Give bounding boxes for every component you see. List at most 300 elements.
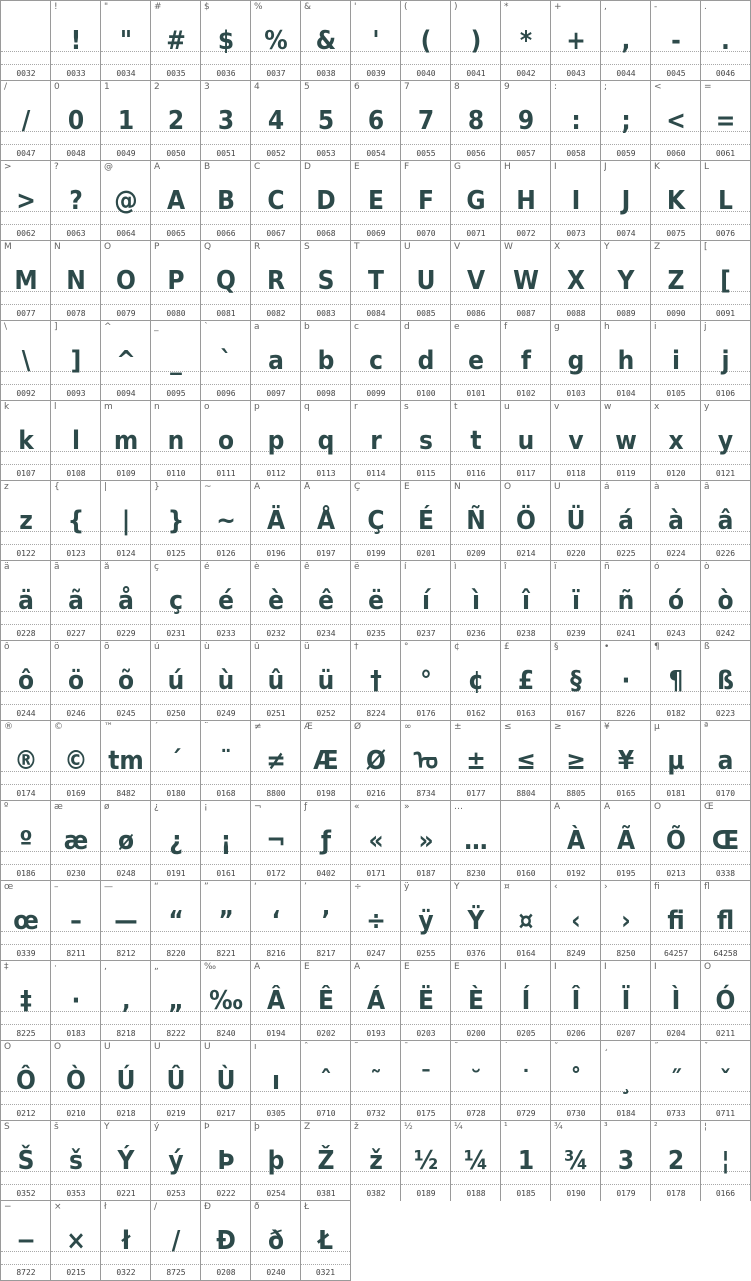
descender-guide	[351, 144, 401, 145]
descender-guide	[151, 64, 201, 65]
glyph-sample: ‹	[571, 906, 581, 936]
descender-guide	[251, 224, 301, 225]
glyph-cell	[650, 0, 701, 81]
glyph-cell	[300, 480, 351, 561]
descender-guide	[351, 464, 401, 465]
glyph-cell	[550, 560, 601, 641]
glyph-header-label: h	[604, 322, 610, 332]
glyph-sample: x	[668, 426, 684, 456]
descender-guide	[251, 144, 301, 145]
glyph-sample: ’	[321, 906, 331, 936]
glyph-code: 0106	[715, 389, 736, 398]
descender-guide	[701, 624, 750, 625]
glyph-cell	[150, 1200, 201, 1281]
glyph-header-label: Q	[204, 242, 212, 252]
glyph-header-label: º	[4, 802, 9, 812]
glyph-sample: î	[521, 586, 530, 616]
glyph-header-label: þ	[254, 1122, 260, 1132]
descender-guide	[201, 624, 251, 625]
glyph-header-label: „	[154, 962, 159, 972]
glyph-cell	[450, 400, 501, 481]
descender-guide	[151, 1104, 201, 1105]
descender-guide	[251, 864, 301, 865]
descender-guide	[601, 704, 651, 705]
descender-guide	[651, 464, 701, 465]
glyph-sample: í	[421, 586, 430, 616]
glyph-cell	[200, 320, 251, 401]
glyph-header-label: ^	[104, 322, 112, 332]
glyph-sample: h	[617, 346, 635, 376]
glyph-sample: ›	[621, 906, 631, 936]
glyph-cell	[0, 960, 51, 1041]
glyph-sample: Í	[521, 986, 531, 1016]
glyph-code: 8805	[566, 789, 586, 798]
glyph-header-label: Û	[154, 1042, 161, 1052]
glyph-cell	[550, 960, 601, 1041]
glyph-code: 8212	[116, 949, 136, 958]
glyph-header-label: 9	[504, 82, 510, 92]
glyph-code: 0201	[416, 549, 436, 558]
glyph-sample: ı	[271, 1066, 280, 1096]
glyph-sample: 0	[67, 106, 85, 136]
glyph-sample: ¯	[420, 1066, 432, 1096]
glyph-cell	[500, 560, 551, 641]
glyph-header-label: V	[454, 242, 461, 252]
glyph-header-label: .	[704, 2, 707, 12]
descender-guide	[101, 1104, 151, 1105]
glyph-header-label: Y	[604, 242, 610, 252]
glyph-cell	[650, 880, 701, 961]
glyph-code: 0048	[66, 149, 86, 158]
glyph-header-label: ñ	[604, 562, 610, 572]
glyph-sample: ÷	[366, 906, 386, 936]
glyph-sample: %	[264, 26, 288, 56]
glyph-cell	[600, 400, 651, 481]
glyph-cell	[500, 800, 551, 881]
glyph-cell	[100, 320, 151, 401]
glyph-cell	[50, 880, 101, 961]
descender-guide	[151, 304, 201, 305]
glyph-cell	[450, 320, 501, 401]
glyph-header-label: k	[4, 402, 10, 412]
descender-guide	[351, 944, 401, 945]
glyph-cell	[450, 720, 501, 801]
descender-guide	[51, 944, 101, 945]
glyph-sample: I	[571, 186, 581, 216]
glyph-cell	[100, 160, 151, 241]
glyph-header-label: f	[504, 322, 508, 332]
glyph-sample: £	[517, 666, 535, 696]
glyph-sample: ≥	[566, 746, 586, 776]
glyph-sample: —	[114, 906, 138, 936]
glyph-sample: Á	[366, 986, 386, 1016]
glyph-code: 0223	[715, 709, 736, 718]
glyph-sample: z	[19, 506, 33, 536]
glyph-header-label: Z	[654, 242, 661, 252]
glyph-sample: Û	[166, 1066, 186, 1096]
glyph-cell	[650, 400, 701, 481]
glyph-sample: !	[70, 26, 82, 56]
descender-guide	[601, 1104, 651, 1105]
glyph-cell	[450, 880, 501, 961]
glyph-code: 0207	[616, 1029, 636, 1038]
glyph-code: 0086	[466, 309, 486, 318]
glyph-cell	[600, 240, 651, 321]
glyph-sample: .	[721, 26, 730, 56]
glyph-sample: ‘	[271, 906, 281, 936]
glyph-header-label: P	[154, 242, 160, 252]
glyph-sample: )	[470, 26, 482, 56]
glyph-code: 0055	[416, 149, 436, 158]
glyph-header-label: l	[54, 402, 57, 412]
glyph-sample: =	[715, 106, 736, 136]
glyph-cell	[600, 880, 651, 961]
glyph-cell	[550, 320, 601, 401]
glyph-header-label: −	[4, 1202, 12, 1212]
descender-guide	[301, 144, 351, 145]
glyph-cell	[400, 1120, 451, 1201]
glyph-code: 0118	[566, 469, 586, 478]
glyph-sample: :	[571, 106, 581, 136]
glyph-cell	[200, 640, 251, 721]
glyph-cell	[150, 560, 201, 641]
descender-guide	[1, 784, 51, 785]
glyph-code: 0171	[366, 869, 386, 878]
glyph-cell	[400, 720, 451, 801]
descender-guide	[701, 944, 750, 945]
descender-guide	[451, 944, 501, 945]
descender-guide	[501, 864, 551, 865]
glyph-code: 0244	[16, 709, 36, 718]
descender-guide	[501, 624, 551, 625]
glyph-cell	[600, 1040, 651, 1121]
descender-guide	[101, 944, 151, 945]
glyph-header-label: H	[504, 162, 511, 172]
glyph-sample: A	[166, 186, 186, 216]
descender-guide	[451, 1024, 501, 1025]
glyph-code: 0729	[516, 1109, 536, 1118]
glyph-sample: ¾	[563, 1146, 589, 1176]
glyph-sample: ï	[571, 586, 580, 616]
descender-guide	[301, 704, 351, 705]
glyph-code: 0255	[416, 949, 436, 958]
glyph-header-label: ý	[154, 1122, 160, 1132]
glyph-cell	[300, 640, 351, 721]
glyph-header-label: â	[704, 482, 710, 492]
glyph-sample: ¡	[220, 826, 232, 856]
glyph-code: 0114	[366, 469, 386, 478]
descender-guide	[401, 64, 451, 65]
glyph-cell	[50, 1040, 101, 1121]
descender-guide	[201, 304, 251, 305]
glyph-code: 8211	[66, 949, 86, 958]
glyph-sample: B	[217, 186, 235, 216]
descender-guide	[401, 464, 451, 465]
glyph-cell	[700, 80, 751, 161]
descender-guide	[101, 1024, 151, 1025]
descender-guide	[101, 384, 151, 385]
glyph-sample: ‚	[121, 986, 131, 1016]
descender-guide	[1, 64, 51, 65]
descender-guide	[451, 544, 501, 545]
glyph-sample: J	[621, 186, 631, 216]
descender-guide	[551, 864, 601, 865]
glyph-code: 0214	[516, 549, 536, 558]
glyph-header-label: Í	[504, 962, 507, 972]
glyph-header-label: X	[554, 242, 561, 252]
glyph-cell	[600, 1120, 651, 1201]
glyph-header-label: …	[454, 802, 463, 812]
glyph-code: 0180	[166, 789, 186, 798]
glyph-cell	[250, 640, 301, 721]
glyph-cell	[400, 1040, 451, 1121]
glyph-sample: i	[671, 346, 680, 376]
glyph-code: 8226	[616, 709, 636, 718]
glyph-header-label: É	[404, 482, 410, 492]
descender-guide	[301, 624, 351, 625]
glyph-header-label: Ç	[354, 482, 361, 492]
glyph-header-label: «	[354, 802, 360, 812]
descender-guide	[151, 384, 201, 385]
glyph-header-label: -	[654, 2, 658, 12]
descender-guide	[651, 1184, 701, 1185]
descender-guide	[301, 1024, 351, 1025]
glyph-sample: 7	[417, 106, 435, 136]
glyph-header-label: í	[404, 562, 407, 572]
glyph-code: 0209	[466, 549, 486, 558]
glyph-cell	[300, 800, 351, 881]
glyph-sample: Ÿ	[467, 906, 485, 936]
glyph-cell	[450, 240, 501, 321]
glyph-cell	[700, 0, 751, 81]
descender-guide	[401, 1024, 451, 1025]
glyph-header-label: W	[504, 242, 513, 252]
descender-guide	[401, 384, 451, 385]
glyph-header-label: ¹	[504, 1122, 508, 1132]
glyph-code: 0321	[315, 1268, 336, 1277]
glyph-cell	[250, 1120, 301, 1201]
descender-guide	[151, 624, 201, 625]
glyph-cell	[250, 160, 301, 241]
descender-guide	[501, 544, 551, 545]
glyph-code: 0198	[316, 789, 336, 798]
glyph-header-label: Â	[254, 962, 261, 972]
glyph-header-label: ˆ	[304, 1042, 309, 1052]
glyph-sample: m	[113, 426, 139, 456]
glyph-sample: v	[568, 426, 584, 456]
glyph-header-label: ‰	[204, 962, 217, 972]
glyph-cell	[550, 160, 601, 241]
glyph-header-label: ³	[604, 1122, 608, 1132]
glyph-header-label: t	[454, 402, 458, 412]
glyph-sample: Õ	[666, 826, 686, 856]
glyph-sample: Ł	[317, 1226, 334, 1256]
descender-guide	[51, 384, 101, 385]
glyph-cell	[0, 560, 51, 641]
glyph-cell	[0, 240, 51, 321]
glyph-sample: 1	[517, 1146, 535, 1176]
glyph-sample: w	[615, 426, 637, 456]
descender-guide	[701, 864, 750, 865]
glyph-code: 8220	[166, 949, 186, 958]
glyph-cell	[100, 960, 151, 1041]
glyph-header-label: ô	[4, 642, 10, 652]
glyph-cell	[450, 1120, 501, 1201]
glyph-header-label: ™	[104, 722, 113, 732]
glyph-code: 0381	[316, 1189, 336, 1198]
glyph-cell	[50, 240, 101, 321]
descender-guide	[351, 544, 401, 545]
glyph-code: 0191	[166, 869, 186, 878]
glyph-cell	[100, 400, 151, 481]
glyph-code: 0043	[566, 69, 586, 78]
descender-guide	[251, 304, 301, 305]
glyph-sample: ¥	[617, 746, 635, 776]
glyph-header-label: \	[4, 322, 8, 332]
glyph-cell	[550, 880, 601, 961]
glyph-sample: ˆ	[320, 1066, 332, 1096]
glyph-header-label: ø	[104, 802, 110, 812]
descender-guide	[151, 704, 201, 705]
glyph-code: 0078	[66, 309, 86, 318]
glyph-sample: _	[170, 346, 182, 376]
descender-guide	[401, 864, 451, 865]
glyph-header-label: Õ	[654, 802, 662, 812]
descender-guide	[651, 784, 701, 785]
glyph-header-label: š	[54, 1122, 59, 1132]
glyph-header-label: Î	[554, 962, 557, 972]
glyph-header-label: F	[404, 162, 410, 172]
glyph-sample: d	[417, 346, 435, 376]
glyph-cell	[600, 0, 651, 81]
glyph-header-label: >	[4, 162, 12, 172]
descender-guide	[651, 624, 701, 625]
glyph-code: 0339	[16, 949, 36, 958]
descender-guide	[301, 464, 351, 465]
descender-guide	[251, 544, 301, 545]
descender-guide	[151, 464, 201, 465]
descender-guide	[551, 624, 601, 625]
descender-guide	[401, 144, 451, 145]
glyph-header-label: Ñ	[454, 482, 461, 492]
glyph-header-label: ï	[554, 562, 557, 572]
descender-guide	[251, 704, 301, 705]
glyph-sample: ∕	[171, 1226, 181, 1256]
glyph-header-label: Ž	[304, 1122, 311, 1132]
glyph-header-label: Ù	[204, 1042, 211, 1052]
glyph-sample: ¨	[220, 746, 232, 776]
glyph-cell	[350, 560, 401, 641]
glyph-header-label: z	[4, 482, 9, 492]
glyph-cell	[0, 800, 51, 881]
descender-guide	[551, 304, 601, 305]
descender-guide	[351, 384, 401, 385]
glyph-header-label: 1	[104, 82, 110, 92]
glyph-cell	[700, 800, 751, 881]
glyph-cell	[450, 160, 501, 241]
glyph-code: 0076	[715, 229, 736, 238]
glyph-code: 0090	[666, 309, 686, 318]
glyph-cell	[350, 960, 401, 1041]
glyph-cell	[650, 560, 701, 641]
descender-guide	[51, 64, 101, 65]
glyph-cell	[400, 160, 451, 241]
glyph-sample: ·	[621, 666, 631, 696]
glyph-cell	[550, 800, 601, 881]
glyph-cell	[200, 1120, 251, 1201]
glyph-code: 0202	[316, 1029, 336, 1038]
glyph-header-label: ≥	[554, 722, 562, 732]
glyph-sample: M	[14, 266, 38, 296]
glyph-code: 0105	[666, 389, 686, 398]
glyph-cell	[150, 240, 201, 321]
glyph-header-label: j	[704, 322, 707, 332]
glyph-code: 0101	[466, 389, 486, 398]
glyph-cell	[300, 240, 351, 321]
glyph-header-label: ½	[404, 1122, 413, 1132]
descender-guide	[701, 1184, 750, 1185]
glyph-cell	[0, 1040, 51, 1121]
glyph-sample: Q	[216, 266, 236, 296]
glyph-header-label: %	[254, 2, 263, 12]
descender-guide	[551, 1104, 601, 1105]
glyph-cell	[200, 400, 251, 481]
glyph-header-label: c	[354, 322, 359, 332]
descender-guide	[251, 1264, 301, 1265]
glyph-cell	[0, 1120, 51, 1201]
glyph-sample: &	[315, 26, 337, 56]
glyph-code: 0710	[316, 1109, 336, 1118]
descender-guide	[601, 224, 651, 225]
glyph-sample: Ö	[516, 506, 536, 536]
descender-guide	[51, 1184, 101, 1185]
descender-guide	[151, 784, 201, 785]
glyph-sample: –	[70, 906, 82, 936]
glyph-code: 0103	[566, 389, 586, 398]
glyph-header-label: ±	[454, 722, 462, 732]
glyph-code: 0226	[715, 549, 736, 558]
glyph-code: 0041	[466, 69, 486, 78]
glyph-cell	[0, 640, 51, 721]
glyph-cell	[400, 240, 451, 321]
glyph-code: 0196	[266, 549, 286, 558]
descender-guide	[101, 464, 151, 465]
glyph-sample: ¿	[169, 826, 183, 856]
glyph-sample: ‰	[209, 986, 243, 1016]
glyph-cell	[200, 960, 251, 1041]
glyph-code: 0233	[216, 629, 236, 638]
descender-guide	[651, 384, 701, 385]
glyph-header-label: a	[254, 322, 260, 332]
glyph-cell	[700, 480, 751, 561]
glyph-code: 0243	[666, 629, 686, 638]
descender-guide	[101, 864, 151, 865]
glyph-header-label: g	[554, 322, 560, 332]
glyph-code: 0192	[566, 869, 586, 878]
glyph-sample: |	[121, 506, 131, 536]
descender-guide	[151, 1184, 201, 1185]
glyph-cell	[100, 1120, 151, 1201]
glyph-sample: À	[566, 826, 586, 856]
descender-guide	[101, 544, 151, 545]
glyph-code: 0121	[715, 469, 736, 478]
glyph-cell	[100, 640, 151, 721]
glyph-cell	[450, 80, 501, 161]
descender-guide	[601, 304, 651, 305]
glyph-code: 0239	[566, 629, 586, 638]
descender-guide	[551, 784, 601, 785]
glyph-header-label: Ð	[204, 1202, 211, 1212]
